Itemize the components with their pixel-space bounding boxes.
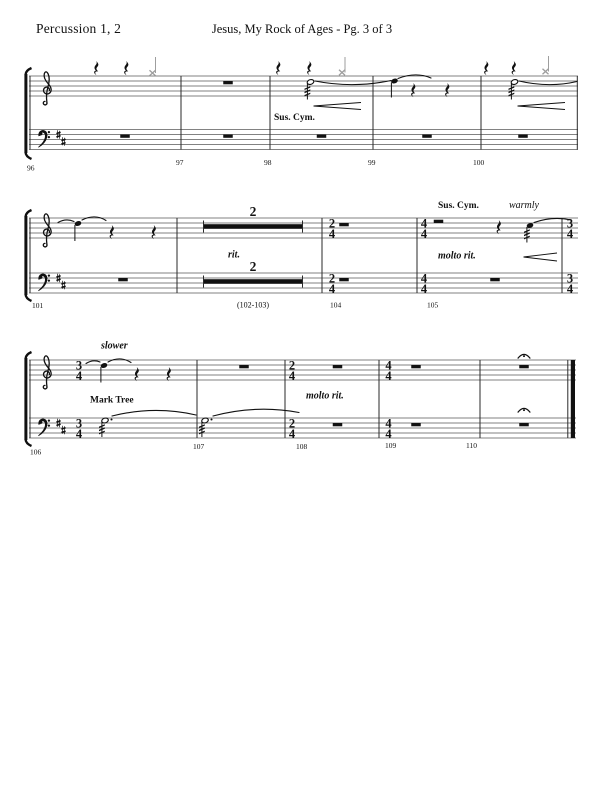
tie xyxy=(534,218,571,222)
svg-text:4: 4 xyxy=(288,427,296,441)
svg-text:4: 4 xyxy=(288,369,296,383)
quarter-rest xyxy=(152,225,156,239)
bar-number: 99 xyxy=(368,158,376,167)
time-signature xyxy=(567,217,574,296)
system-1 xyxy=(24,56,578,173)
final-barline xyxy=(571,360,575,438)
page-title: Jesus, My Rock of Ages - Pg. 3 of 3 xyxy=(211,22,393,36)
quarter-rest xyxy=(94,61,98,75)
half-rest xyxy=(434,220,444,223)
whole-rest xyxy=(223,135,233,138)
instrument-label: Sus. Cym. xyxy=(274,113,315,123)
cymbal-x-note xyxy=(339,57,345,75)
treble-clef-icon xyxy=(43,356,51,389)
whole-rest xyxy=(333,423,343,426)
expression-marking: warmly xyxy=(509,200,539,211)
svg-text:4: 4 xyxy=(566,227,574,241)
svg-text:2: 2 xyxy=(328,216,336,231)
quarter-rest xyxy=(411,83,415,97)
svg-text:4: 4 xyxy=(75,369,83,383)
svg-text:3: 3 xyxy=(75,358,83,373)
whole-rest xyxy=(518,135,528,138)
instrument-label: Mark Tree xyxy=(90,395,134,406)
cymbal-x-note xyxy=(543,56,549,74)
quarter-rest xyxy=(167,367,171,381)
fermata-icon xyxy=(518,354,531,358)
multirest-count: 2 xyxy=(249,259,257,274)
tie-from-previous xyxy=(58,220,74,223)
system-2 xyxy=(24,200,578,310)
let-ring-tie xyxy=(82,217,106,221)
bar-number: 96 xyxy=(27,163,35,173)
part-name: Percussion 1, 2 xyxy=(36,21,122,36)
mark-tree-roll-note xyxy=(199,417,213,437)
svg-text:4: 4 xyxy=(385,416,392,431)
let-ring-tie xyxy=(213,409,299,416)
svg-text:4: 4 xyxy=(328,282,336,296)
whole-rest xyxy=(317,135,327,138)
time-signature xyxy=(329,217,336,296)
let-ring-tie xyxy=(108,359,131,363)
bar-number: 108 xyxy=(296,442,308,451)
mark-tree-roll-note xyxy=(99,417,113,437)
tie-from-previous xyxy=(86,361,100,364)
svg-text:4: 4 xyxy=(385,358,392,373)
svg-text:2: 2 xyxy=(328,271,336,286)
let-ring-tie xyxy=(398,75,431,79)
instrument-label: Sus. Cym. xyxy=(438,201,479,211)
svg-text:3: 3 xyxy=(566,271,574,286)
bar-number: 101 xyxy=(32,301,44,310)
fermata-icon xyxy=(518,408,531,412)
tempo-marking: slower xyxy=(101,340,128,352)
sus-cym-roll-note xyxy=(524,222,534,242)
svg-text:4: 4 xyxy=(420,271,428,286)
bar-number: 105 xyxy=(427,300,439,310)
bar-number: 106 xyxy=(30,447,42,457)
bar-number: 97 xyxy=(176,158,184,167)
svg-text:3: 3 xyxy=(566,216,574,231)
tie xyxy=(112,410,196,416)
quarter-rest xyxy=(110,225,114,239)
whole-rest xyxy=(223,81,233,84)
whole-rest xyxy=(118,278,128,281)
quarter-rest xyxy=(135,367,139,381)
bar-number: 104 xyxy=(330,300,342,310)
bar-number: 107 xyxy=(193,442,205,451)
whole-rest xyxy=(411,365,421,368)
quarter-rest xyxy=(276,61,280,75)
tie xyxy=(519,81,577,85)
svg-text:4: 4 xyxy=(420,282,428,296)
crescendo-hairpin xyxy=(524,253,558,261)
tempo-marking: molto rit. xyxy=(438,250,476,262)
quarter-rest xyxy=(445,83,449,97)
quarter-rest xyxy=(512,61,516,75)
multirest-count: 2 xyxy=(249,204,257,219)
whole-rest xyxy=(239,365,249,368)
svg-text:2: 2 xyxy=(288,416,296,431)
note xyxy=(391,78,399,98)
quarter-rest xyxy=(307,61,311,75)
bar-number: 98 xyxy=(264,158,272,167)
svg-text:4: 4 xyxy=(328,227,336,241)
svg-text:4: 4 xyxy=(566,282,574,296)
time-signature xyxy=(421,217,428,296)
whole-rest xyxy=(411,423,421,426)
svg-text:4: 4 xyxy=(75,427,83,441)
whole-rest xyxy=(339,223,349,226)
whole-rest xyxy=(333,365,343,368)
quarter-rest xyxy=(484,61,488,75)
svg-text:4: 4 xyxy=(420,227,428,241)
whole-rest xyxy=(120,135,130,138)
quarter-rest xyxy=(497,220,501,234)
bar-number: 100 xyxy=(473,158,485,167)
crescendo-hairpin xyxy=(314,103,362,110)
svg-text:4: 4 xyxy=(385,369,392,383)
note xyxy=(100,362,108,382)
time-signature xyxy=(76,359,83,441)
bar-number: 110 xyxy=(466,441,477,450)
whole-rest xyxy=(422,135,432,138)
whole-rest xyxy=(519,365,529,368)
svg-text:3: 3 xyxy=(75,416,83,431)
whole-rest xyxy=(490,278,500,281)
treble-clef-icon xyxy=(43,72,51,105)
whole-rest xyxy=(519,423,529,426)
cymbal-x-note xyxy=(150,57,156,76)
system-3 xyxy=(24,341,576,457)
treble-clef-icon xyxy=(43,214,51,247)
tempo-marking: molto rit. xyxy=(306,390,344,402)
svg-text:4: 4 xyxy=(420,216,428,231)
svg-text:4: 4 xyxy=(385,427,392,441)
svg-text:2: 2 xyxy=(288,358,296,373)
whole-rest xyxy=(339,278,349,281)
time-signature xyxy=(289,359,296,441)
bar-number: 109 xyxy=(385,441,397,450)
multirest-range: (102-103) xyxy=(237,300,269,310)
multimeasure-rest xyxy=(203,221,303,288)
time-signature xyxy=(385,359,392,441)
tempo-marking: rit. xyxy=(228,249,240,261)
quarter-rest xyxy=(124,61,128,75)
crescendo-hairpin xyxy=(518,103,566,110)
